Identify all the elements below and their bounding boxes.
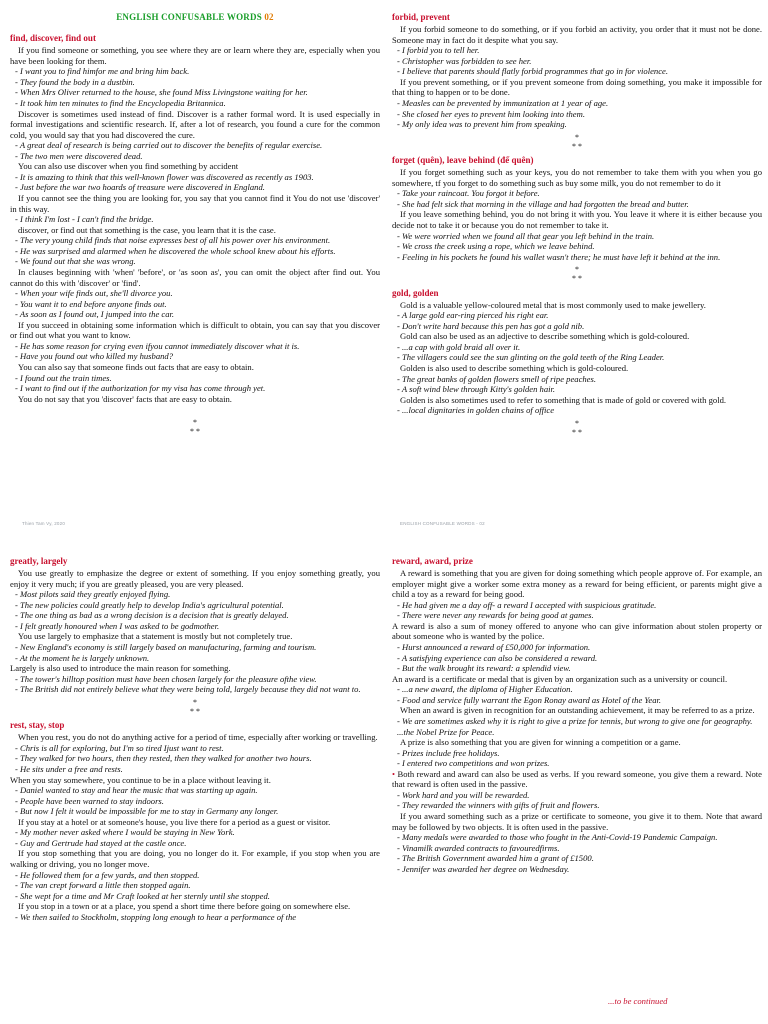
example: - Guy and Gertrude had stayed at the castle once. (15, 837, 187, 848)
paragraph: An award is a certificate or medal that is given by an organization such as a university or council. (392, 673, 728, 684)
example: - The van crept forward a little then stopped again. (15, 880, 191, 891)
page-3 (10, 552, 380, 922)
paragraph: If you stay at a hotel or at someone's house, you live there for a period as a guest or visitor. (18, 816, 331, 827)
example: - He was surprised and alarmed when he discovered the whole school knew about his efforts. (15, 245, 336, 256)
paragraph: If you stop something that you are doing, you no longer do it. For example, if you stop when you are walking or driving, you no longer move. (10, 848, 380, 869)
page-footer-right: ENGLISH CONFUSABLE WORDS - 02 (400, 521, 485, 526)
entry-heading-gold: gold, golden (392, 287, 439, 298)
entry-heading-forget: forget (quên), leave behind (để quên) (392, 155, 534, 166)
example: - I believe that parents should flatly forbid programmes that go in for violence. (397, 66, 668, 77)
example: - I found out the train times. (15, 372, 112, 383)
example: - Christopher was forbidden to see her. (397, 55, 532, 66)
example: - The British Government awarded him a grant of £1500. (397, 853, 594, 864)
example: - People have been warned to stay indoors. (15, 795, 164, 806)
example: - Don't write hard because this pen has got a gold nib. (397, 320, 585, 331)
page-1 (10, 8, 380, 440)
example: - A great deal of research is being carried out to discover the benefits of regular exercise. (15, 140, 323, 151)
example: - Chris is all for exploring, but I'm so tired Ijust want to rest. (15, 742, 224, 753)
example: - The great banks of golden flowers smell of ripe peaches. (397, 373, 596, 384)
example: - The new policies could greatly help to develop India's agricultural potential. (15, 599, 284, 610)
example: - At the moment he is largely unknown. (15, 652, 150, 663)
example: - A soft wind blew through Kitty's golden hair. (397, 384, 556, 395)
paragraph: A reward is also a sum of money offered to anyone who can give information about stolen property or about someone who is wanted by the police. (392, 620, 762, 642)
example: - I entered two competitions and won prizes. (397, 758, 550, 769)
example: - She had felt sick that morning in the village and had forgotten the bread and butter. (397, 198, 689, 209)
example: - My mother never asked where I would be staying in New York. (15, 827, 235, 838)
paragraph: Discover is sometimes used instead of find. Discover is a rather formal word. It is used especially in formal investigations and scientific research. If, after a lot of research, you found a cure for the common cold, you would say that you had discovered the cure. (10, 108, 380, 140)
separator-line: * * (572, 274, 582, 284)
example: - The very young child finds that noise expresses best of all his power over his environment. (15, 235, 331, 246)
example: - The British did not entirely believe what they were being told, largely because they did not want to. (15, 684, 361, 695)
example: - It is amazing to think that this well-known flower was discovered as recently as 1903. (15, 171, 314, 182)
to-be-continued: ...to be continued (608, 996, 668, 1006)
title-text: ENGLISH CONFUSABLE WORDS (116, 12, 262, 22)
paragraph: You use greatly to emphasize the degree or extent of something. If you enjoy something greatly, you enjoy it very much; if you are greatly pleased, you are very pleased. (10, 568, 380, 589)
example: - We found out that she was wrong. (15, 256, 136, 267)
example: - He sits under a free and rests. (15, 763, 123, 774)
paragraph: If you cannot see the thing you are looking for, you say that you cannot find it You do not use 'discover' in this way. (10, 193, 380, 214)
example: - But the walk brought its reward: a splendid view. (397, 663, 571, 674)
example: - We cross the creek using a rope, which we leave behind. (397, 241, 595, 252)
separator-line: * * (572, 141, 582, 151)
example: - I think I'm lost - I can't find the bridge. (15, 214, 154, 225)
example: - Work hard and you will be rewarded. (397, 789, 530, 800)
section-separator (10, 698, 380, 716)
example: - Jennifer was awarded her degree on Wednesday. (397, 863, 570, 874)
paragraph: If you forget something such as your keys, you do not remember to take them with you when you go somewhere, tf you forget to do something such as buy some milk, you do not remember to do it (392, 167, 762, 188)
paragraph: When you rest, you do not do anything active for a period of time, especially after working or travelling. (18, 732, 378, 743)
separator-line: * * (190, 427, 200, 437)
example: - I want to find out if the authorization for my visa has come through yet. (15, 383, 266, 394)
section-separator (392, 133, 762, 151)
entry-heading-rest: rest, stay, stop (10, 720, 65, 731)
example: - ...a new award, the diploma of Higher Education. (397, 684, 573, 695)
bullet-icon: • (392, 768, 396, 779)
paragraph: discover, or find out that something is the case, you learn that it is the case. (18, 224, 276, 235)
paragraph: If you forbid someone to do something, or if you forbid an activity, you order that it must not be done. Someone may in fact do it despite what you say. (392, 24, 762, 45)
example: - He has some reason for crying even ifyou cannot immediately discover what it is. (15, 340, 300, 351)
example: - We then sailed to Stockholm, stopping long enough to hear a performance of the (15, 911, 297, 922)
example: - My only idea was to prevent him from speaking. (397, 119, 567, 130)
example: - As soon as I found out, I jumped into the car. (15, 309, 175, 320)
example: - The villagers could see the sun glinting on the gold teeth of the Ring Leader. (397, 352, 665, 363)
example: - The tower's hilltop position must have been chosen largely for the pleasure ofthe view. (15, 673, 317, 684)
section-separator (392, 265, 762, 283)
example: - Food and service fully warrant the Egon Ronay award as Hotel of the Year. (397, 694, 662, 705)
example: ...the Nobel Prize for Peace. (397, 726, 495, 737)
example: - Most pilots said they greatly enjoyed flying. (15, 589, 171, 600)
example: - The one thing as bad as a wrong decision is a decision that is greatly delayed. (15, 610, 289, 621)
paragraph: If you find someone or something, you see where they are or learn where they are, especially when you have been looking for them. (10, 45, 380, 66)
example: - I felt greatly honoured when I was asked to be godmother. (15, 620, 220, 631)
page-footer-left: Thien Tam Vy, 2020 (22, 521, 66, 526)
example: - Daniel wanted to stay and hear the music that was starting up again. (15, 785, 258, 796)
page-2 (392, 8, 762, 440)
section-separator (10, 418, 380, 436)
example: - He followed them for a few yards, and then stopped. (15, 869, 200, 880)
paragraph: If you succeed in obtaining some information which is difficult to obtain, you can say that you discover or find out what you want to know. (10, 319, 380, 341)
paragraph: A reward is something that you are given for doing something which people approve of. For example, an employer might give a worker some extra money as a reward for being efficient, or parents might give a child a toy as a reward for being good. (392, 568, 762, 600)
paragraph-text: Both reward and award can also be used as verbs. If you reward someone, you give them a reward. Note that reward is often used in the passive. (392, 768, 762, 790)
paragraph: When an award is given in recognition for an outstanding achievement, it may be referred to as a prize. (400, 705, 755, 716)
paragraph: If you stop in a town or at a place, you spend a short time there before going on somewhere else. (18, 901, 351, 912)
paragraph: If you leave something behind, you do not bring it with you. You leave it where it is either because you decide not to take it or because you do not remember to take it. (392, 209, 762, 230)
example: - Measles can be prevented by immunization at 1 year of age. (397, 98, 609, 108)
paragraph: If you prevent something, or if you prevent someone from doing something, you make it impossible for that thing to happen or to be done. (392, 76, 762, 98)
example: - The two men were discovered dead. (15, 150, 143, 161)
paragraph: Gold can also be used as an adjective to describe something which is gold-coloured. (400, 331, 690, 342)
example: - We were worried when we found all that gear you left behind in the train. (397, 230, 655, 241)
entry-heading-forbid: forbid, prevent (392, 12, 450, 22)
example: - But now I felt it would be impossible for me to stay in Germany any longer. (15, 806, 279, 817)
paragraph: Golden is also used to describe something which is gold-coloured. (400, 363, 629, 373)
paragraph: Gold is a valuable yellow-coloured metal that is most commonly used to make jewellery. (400, 299, 706, 310)
example: - New England's economy is still largely based on manufacturing, farming and tourism. (15, 642, 317, 652)
example: - When your wife finds out, she'll divorce you. (15, 288, 173, 299)
entry-heading-find: find, discover, find out (10, 33, 96, 44)
example: - Just before the war two hoards of treasure were discovered in England. (15, 182, 265, 193)
separator-line: * (575, 418, 579, 428)
example: - ...a cap with gold braid all over it. (397, 341, 521, 352)
paragraph: Golden is also sometimes used to refer to something that is made of gold or covered with gold. (400, 394, 727, 405)
example: - Hurst announced a reward of £50,000 for information. (397, 642, 591, 652)
example: - Vinamilk awarded contracts to favouredfirms. (397, 842, 560, 853)
example: - There were never any rewards for being good at games. (397, 610, 594, 621)
separator-line: * (575, 265, 579, 275)
paragraph: Largely is also used to introduce the main reason for something. (10, 663, 231, 674)
paragraph: You use largely to emphasize that a statement is mostly but not completely true. (18, 631, 293, 642)
example: - Have you found out who killed my husband? (15, 351, 174, 362)
entry-heading-reward: reward, award, prize (392, 556, 473, 566)
page-4 (392, 552, 762, 874)
example: - A large gold ear-ring pierced his right ear. (397, 310, 549, 321)
example: - They walked for two hours, then they rested, then they walked for another two hours. (15, 753, 312, 764)
example: - We are sometimes asked why it is right to give a prize for tennis, but wrong to give one for geography. (397, 715, 753, 726)
example: - She closed her eyes to prevent him looking into them. (397, 108, 585, 119)
title-number: 02 (264, 12, 274, 22)
document-title (10, 12, 380, 23)
paragraph: A prize is also something that you are given for winning a competition or a game. (400, 737, 681, 748)
paragraph: You do not say that you 'discover' facts that are easy to obtain. (18, 393, 232, 404)
example: - ...local dignitaries in golden chains of office (397, 405, 555, 416)
separator-line: * (193, 418, 197, 428)
paragraph: If you award something such as a prize or certificate to someone, you give it to them. Note that award may be followed by two objects. It is often used in the passive. (392, 811, 762, 832)
separator-line: * (575, 132, 579, 142)
example: - I want you to find himfor me and bring him back. (15, 66, 190, 77)
example: - When Mrs Oliver returned to the house, she found Miss Livingstone waiting for her. (15, 87, 308, 98)
entry-heading-greatly: greatly, largely (10, 556, 68, 566)
example: - They rewarded the winners with gifts of fruit and flowers. (397, 800, 600, 811)
example: - A satisfying experience can also be considered a reward. (397, 652, 598, 663)
example: - They found the body in a dustbin. (15, 76, 135, 87)
example: - You want it to end before anyone finds out. (15, 298, 167, 309)
example: - She wept for a time and Mr Craft looked at her sternly until she stopped. (15, 890, 270, 901)
example: - I forbid you to tell her. (397, 45, 480, 56)
paragraph: You can also use discover when you find something by accident (18, 161, 239, 172)
example: - He had given me a day off- a reward I accepted with suspicious gratitude. (397, 599, 657, 610)
example: - Many medals were awarded to those who fought in the Anti-Covid-19 Pandemic Campaign. (397, 832, 718, 843)
example: - Prizes include free holidays. (397, 747, 500, 758)
separator-line: * * (572, 428, 582, 437)
separator-line: * * (190, 707, 200, 716)
paragraph (392, 769, 762, 790)
paragraph: When you stay somewhere, you continue to be in a place without leaving it. (10, 774, 271, 785)
example: - Feeling in his pockets he found his wallet wasn't there; he must have left it behind at the inn. (397, 251, 721, 262)
example: - It took him ten minutes to find the Encyclopedia Britannica. (15, 97, 226, 108)
paragraph: In clauses beginning with 'when' 'before', or 'as soon as', you can omit the object after find out. You cannot do this with 'discover' or 'find'. (10, 266, 380, 288)
section-separator (392, 419, 762, 437)
separator-line: * (193, 697, 197, 707)
example: - Take your raincoat. You forgot it before. (397, 188, 540, 199)
paragraph: You can also say that someone finds out facts that are easy to obtain. (18, 362, 254, 372)
